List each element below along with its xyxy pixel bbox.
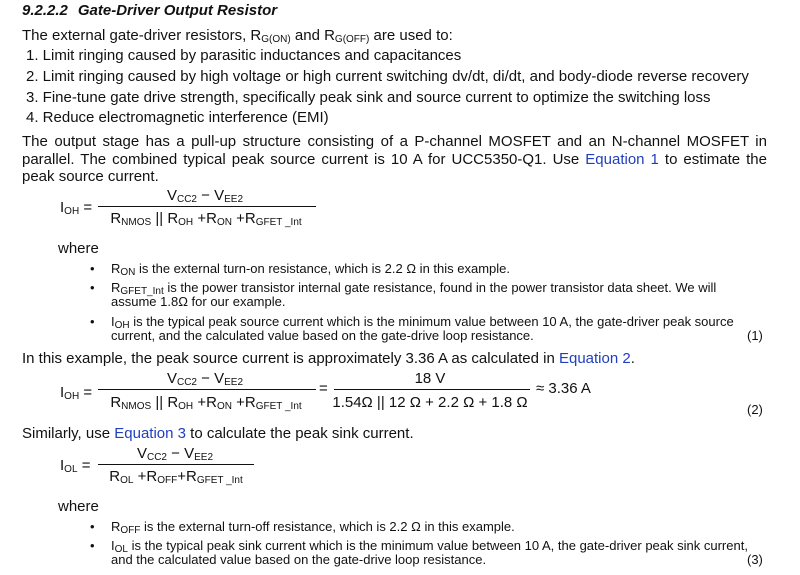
eq2-fraction-bar-2 bbox=[334, 389, 530, 390]
eq2-denominator-value: 1.54Ω || 12 Ω + 2.2 Ω + 1.8 Ω bbox=[332, 394, 528, 411]
eq2-numerator-value: 18 V bbox=[414, 370, 446, 387]
para1-text-post: to estimate the bbox=[658, 151, 767, 168]
equation-3-link[interactable]: Equation 3 bbox=[114, 425, 186, 442]
eq1-lhs: $I_{OH}$ = bbox=[60, 199, 93, 217]
intro-post: are used to: bbox=[369, 27, 453, 44]
eq2-lhs: $I_{OH}$ = bbox=[60, 384, 93, 402]
section-number: 9.2.2.2 bbox=[22, 2, 68, 19]
paragraph-line: peak source current. bbox=[22, 168, 159, 185]
intro-sub-goff: G(OFF) bbox=[334, 34, 370, 45]
eq3-lhs: $I_{OL}$ = bbox=[60, 457, 91, 475]
paragraph-line: The output stage has a pull-up structure consisting of a P-channel MOSFET and an N-channel MOSFET in bbox=[22, 133, 767, 150]
list-item: 3. Fine-tune gate drive strength, specifically peak sink and source current to optimize the switching loss bbox=[26, 89, 711, 106]
eq3-fraction-bar bbox=[98, 464, 254, 465]
eq2-fraction-bar bbox=[98, 389, 316, 390]
equation-1-link[interactable]: Equation 1 bbox=[585, 151, 659, 168]
eq2-equals: = bbox=[319, 380, 328, 397]
list-item: 4. Reduce electromagnetic interference (EMI) bbox=[26, 109, 329, 126]
eq2-numerator: $V_{CC2} - V_{EE2}$ bbox=[166, 370, 244, 388]
equation-3-number: (3) bbox=[747, 552, 763, 567]
eq2-result: ≈ 3.36 A bbox=[536, 380, 591, 397]
eq3-numerator: $V_{CC2} - V_{EE2}$ bbox=[136, 445, 214, 463]
section-heading bbox=[22, 2, 277, 19]
para1-text: parallel. The combined typical peak source current is 10 A for UCC5350-Q1. Use bbox=[22, 151, 586, 168]
equation-2-link[interactable]: Equation 2 bbox=[558, 350, 631, 367]
paragraph-line: In this example, the peak source current is approximately 3.36 A as calculated in Equation 2. bbox=[22, 350, 635, 367]
where-label: where bbox=[58, 240, 99, 257]
equation-2-number: (2) bbox=[747, 402, 763, 417]
intro-mid: and R bbox=[290, 27, 335, 44]
eq1-numerator: $V_{CC2} - V_{EE2}$ bbox=[166, 187, 244, 205]
equation-1-number: (1) bbox=[747, 328, 763, 343]
where-label: where bbox=[58, 498, 99, 515]
intro-sub-gon: G(ON) bbox=[261, 34, 291, 45]
section-title: Gate-Driver Output Resistor bbox=[77, 2, 278, 19]
eq2-denominator: $R_{NMOS}$ || $R_{OH} +R_{ON} +R_{GFET \_Int}$ bbox=[110, 394, 302, 412]
eq1-denominator: $R_{NMOS}$ || $R_{OH} +R_{ON} +R_{GFET \_Int}$ bbox=[110, 210, 302, 228]
list-item: 1. Limit ringing caused by parasitic inductances and capacitances bbox=[26, 47, 462, 64]
paragraph-line bbox=[22, 151, 767, 169]
eq3-denominator: $R_{OL} +R_{OFF}+R_{GFET \_Int}$ bbox=[109, 468, 243, 486]
intro-text bbox=[22, 27, 453, 49]
paragraph-line: Similarly, use Equation 3 to calculate the peak sink current. bbox=[22, 425, 414, 442]
eq1-fraction-bar bbox=[98, 206, 316, 207]
intro-pre: The external gate-driver resistors, R bbox=[22, 27, 262, 44]
list-item: 2. Limit ringing caused by high voltage or high current switching dv/dt, di/dt, and body-diode reverse recovery bbox=[26, 68, 749, 85]
